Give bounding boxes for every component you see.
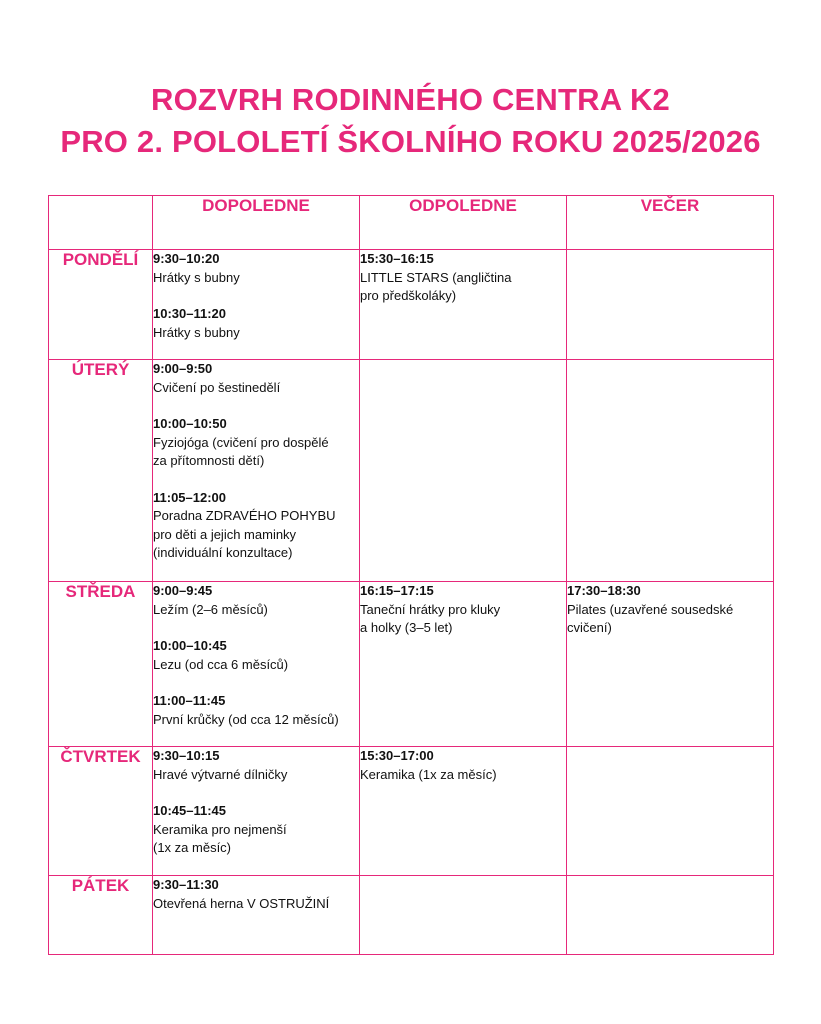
entry-activity: Taneční hrátky pro kluky a holky (3–5 let) [360, 601, 501, 635]
corner-cell [49, 196, 153, 250]
schedule-entry [153, 747, 359, 784]
schedule-entry [153, 415, 359, 471]
schedule-cell-odpoledne [360, 250, 567, 360]
schedule-entry [153, 802, 359, 858]
schedule-entry [153, 637, 359, 674]
schedule-entry [153, 250, 359, 287]
entry-time: 15:30–16:15 [360, 251, 434, 266]
page-title-line-1: ROZVRH RODINNÉHO CENTRA K2 [150, 82, 671, 117]
schedule-cell-odpoledne [360, 360, 567, 582]
day-row [49, 747, 774, 876]
entry-activity: Hrátky s bubny [153, 324, 240, 340]
schedule-entry [153, 489, 359, 563]
entry-time: 9:00–9:50 [153, 361, 213, 376]
schedule-cell-vecer [567, 747, 774, 876]
schedule-cell-dopoledne [153, 747, 360, 876]
entry-time: 16:15–17:15 [360, 583, 434, 598]
entry-activity: Hrátky s bubny [153, 269, 240, 285]
schedule-entry [360, 250, 566, 306]
schedule-table [48, 195, 774, 955]
header-row [49, 196, 774, 250]
entry-activity: Lezu (od cca 6 měsíců) [153, 656, 289, 672]
schedule-cell-dopoledne [153, 360, 360, 582]
entry-time: 10:00–10:50 [153, 416, 227, 431]
entry-time: 11:05–12:00 [153, 489, 227, 505]
day-label: PONDĚLÍ [49, 250, 153, 360]
schedule-cell-vecer [567, 582, 774, 747]
day-label: STŘEDA [49, 582, 153, 747]
day-label: ČTVRTEK [49, 747, 153, 876]
schedule-entry [153, 692, 359, 729]
schedule-cell-odpoledne [360, 582, 567, 747]
day-row [49, 360, 774, 582]
page-title-line-2: PRO 2. POLOLETÍ ŠKOLNÍHO ROKU 2025/2026 [60, 124, 761, 159]
schedule-entry [153, 876, 359, 913]
day-row [49, 876, 774, 955]
entry-time: 11:00–11:45 [153, 693, 226, 708]
schedule-entry [153, 305, 359, 342]
entry-activity: Otevřená herna V OSTRUŽINÍ [153, 895, 330, 911]
day-label: PÁTEK [49, 876, 153, 955]
entry-time: 9:00–9:45 [153, 583, 213, 598]
entry-activity: Pilates (uzavřené sousedské cvičení) [567, 601, 734, 635]
entry-time: 9:30–10:15 [153, 748, 220, 763]
entry-time: 9:30–11:30 [153, 877, 219, 892]
entry-activity: Keramika pro nejmenší (1x za měsíc) [153, 821, 287, 855]
entry-activity: První krůčky (od cca 12 měsíců) [153, 711, 339, 727]
column-header-odpoledne: ODPOLEDNE [360, 196, 567, 250]
column-header-dopoledne: DOPOLEDNE [153, 196, 360, 250]
day-row [49, 250, 774, 360]
schedule-entry [360, 747, 566, 784]
schedule-entry [153, 360, 359, 397]
schedule-cell-odpoledne [360, 876, 567, 955]
schedule-cell-vecer [567, 876, 774, 955]
entry-time: 17:30–18:30 [567, 583, 641, 598]
entry-activity: Hravé výtvarné dílničky [153, 766, 288, 782]
day-label: ÚTERÝ [49, 360, 153, 582]
entry-activity: LITTLE STARS (angličtina pro předškoláky) [360, 269, 512, 303]
entry-time: 10:00–10:45 [153, 638, 227, 653]
entry-time: 10:30–11:20 [153, 306, 227, 321]
entry-activity: Keramika (1x za měsíc) [360, 766, 497, 782]
schedule-cell-dopoledne [153, 876, 360, 955]
schedule-cell-odpoledne [360, 747, 567, 876]
entry-activity: Fyziojóga (cvičení pro dospělé za přítomnosti dětí) [153, 434, 329, 468]
day-row [49, 582, 774, 747]
schedule-entry [567, 582, 773, 638]
schedule-cell-vecer [567, 360, 774, 582]
entry-activity: Cvičení po šestinedělí [153, 379, 281, 395]
schedule-body [49, 196, 774, 955]
entry-time: 15:30–17:00 [360, 748, 434, 763]
entry-activity: Poradna ZDRAVÉHO POHYBU pro děti a jejich maminky (individuální konzultace) [153, 508, 336, 560]
schedule-entry [360, 582, 566, 638]
entry-activity: Ležím (2–6 měsíců) [153, 601, 268, 617]
schedule-cell-dopoledne [153, 582, 360, 747]
schedule-cell-vecer [567, 250, 774, 360]
schedule-cell-dopoledne [153, 250, 360, 360]
entry-time: 9:30–10:20 [153, 251, 220, 266]
schedule-entry [153, 582, 359, 619]
entry-time: 10:45–11:45 [153, 803, 227, 818]
column-header-vecer: VEČER [567, 196, 774, 250]
